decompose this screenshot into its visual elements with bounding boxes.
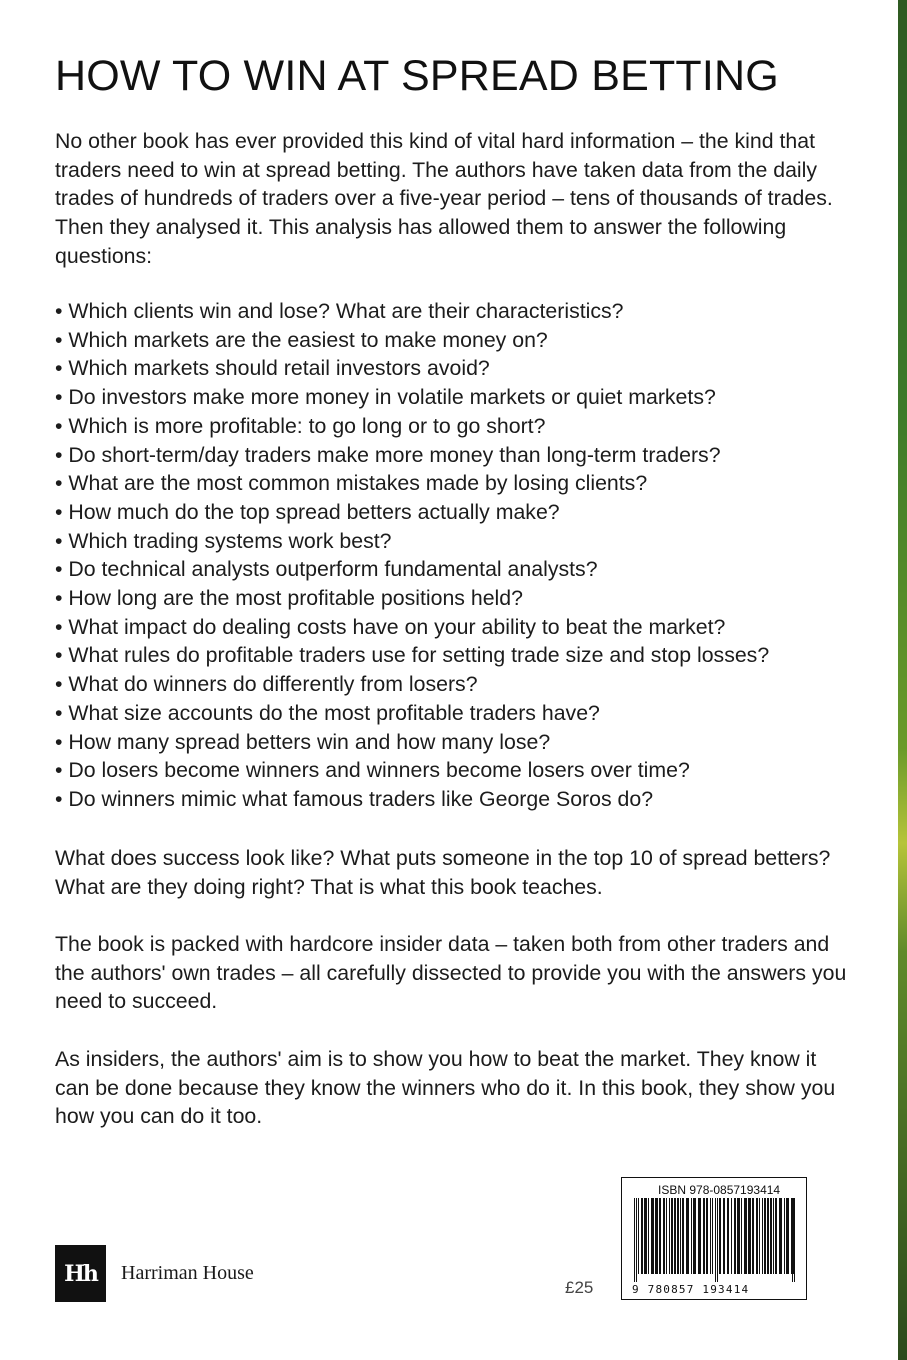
question-item: • What rules do profitable traders use for setting trade size and stop losses? [55,641,855,670]
question-item: • Which is more profitable: to go long or to go short? [55,412,855,441]
question-item: • What do winners do differently from losers? [55,670,855,699]
publisher-logo [55,1245,106,1302]
barcode-bar [737,1198,740,1274]
barcode-bar [792,1198,793,1282]
barcode-bar [644,1198,647,1274]
barcode-bar [762,1198,763,1274]
barcode-bar [779,1198,782,1274]
question-item: • What size accounts do the most profitable traders have? [55,699,855,728]
barcode-bar [677,1198,679,1274]
question-item: • Do winners mimic what famous traders like George Soros do? [55,785,855,814]
barcode-bar [686,1198,689,1274]
barcode-bar [775,1198,777,1274]
barcode-bar [703,1198,705,1274]
success-paragraph: What does success look like? What puts someone in the top 10 of spread betters? What are they doing right? That is what this book teaches. [55,846,831,899]
barcode-bar [794,1198,795,1282]
question-item: • How long are the most profitable positions held? [55,584,855,613]
closing-paragraph: As insiders, the authors' aim is to show you how to beat the market. They know it can be done because they know the winners who do it. In this book, they show you how you can do it too. [55,1047,836,1129]
barcode-bar [719,1198,721,1274]
barcode-bar [710,1198,711,1274]
question-item: • Which trading systems work best? [55,527,855,556]
barcode-bar [698,1198,701,1274]
barcode-bar [691,1198,692,1274]
barcode-bar [773,1198,774,1274]
question-item: • What impact do dealing costs have on your ability to beat the market? [55,613,855,642]
barcode-bar [764,1198,766,1274]
insider-data-paragraph: The book is packed with hardcore insider data – taken both from other traders and the authors' own trades – all carefully dissected to provide you with the answers you need to succeed. [55,932,847,1014]
question-item: • Do short-term/day traders make more money than long-term traders? [55,441,855,470]
barcode-bar [638,1198,639,1274]
barcode-bar [717,1198,718,1282]
barcode-bar [680,1198,681,1274]
barcode-bar [712,1198,713,1274]
question-item: • Do technical analysts outperform fundamental analysts? [55,555,855,584]
barcode-bar [731,1198,732,1274]
barcode-bar [723,1198,725,1274]
barcode-bar [752,1198,754,1274]
barcode-bar [786,1198,789,1274]
barcode-bar [756,1198,758,1274]
publisher-name: Harriman House [121,1262,254,1284]
barcode-bar [682,1198,684,1274]
question-item: • How many spread betters win and how many lose? [55,728,855,757]
barcode-graphic [632,1198,798,1282]
question-item: • Do losers become winners and winners become losers over time? [55,756,855,785]
barcode-bar [767,1198,769,1274]
question-item: • Do investors make more money in volatile markets or quiet markets? [55,383,855,412]
barcode-bar [651,1198,654,1274]
barcode-bar [715,1198,716,1282]
barcode-bar [671,1198,673,1274]
barcode-bar [648,1198,649,1274]
barcode-bar [744,1198,747,1274]
question-item: • How much do the top spread betters actually make? [55,498,855,527]
barcode-bar [634,1198,635,1282]
barcode-bar [655,1198,658,1274]
barcode-bar [727,1198,729,1274]
question-item: • What are the most common mistakes made by losing clients? [55,469,855,498]
barcode-bar [666,1198,667,1274]
barcode-bar [759,1198,760,1274]
barcode-bar [663,1198,665,1274]
barcode-bar [674,1198,676,1274]
question-item: • Which markets should retail investors avoid? [55,354,855,383]
barcode-bar [641,1198,643,1274]
isbn-label: ISBN 978-0857193414 [658,1183,781,1197]
barcode-bar [741,1198,742,1274]
intro-paragraph: No other book has ever provided this kind of vital hard information – the kind that traders need to win at spread betting. The authors have taken data from the daily trades of hundreds of traders over a five-year period – tens of thousands of trades. Then they analysed it. This analysis has allowed them to answer the following questions: [55,129,833,268]
questions-list [55,297,855,814]
barcode-bar [748,1198,751,1274]
book-title: HOW TO WIN AT SPREAD BETTING [55,52,779,100]
price-label: £25 [565,1278,594,1297]
barcode-bar [636,1198,637,1282]
barcode-digits: 9 780857 193414 [632,1283,750,1296]
barcode-bar [706,1198,708,1274]
barcode-bar [693,1198,696,1274]
barcode-bar [669,1198,670,1274]
barcode-bar [770,1198,772,1274]
cover-spine-edge [898,0,907,1360]
question-item: • Which markets are the easiest to make money on? [55,326,855,355]
publisher-logo-text: Hh [64,1260,97,1287]
barcode-bar [734,1198,736,1274]
barcode-bar [659,1198,661,1274]
barcode-bar [784,1198,785,1274]
question-item: • Which clients win and lose? What are their characteristics? [55,297,855,326]
